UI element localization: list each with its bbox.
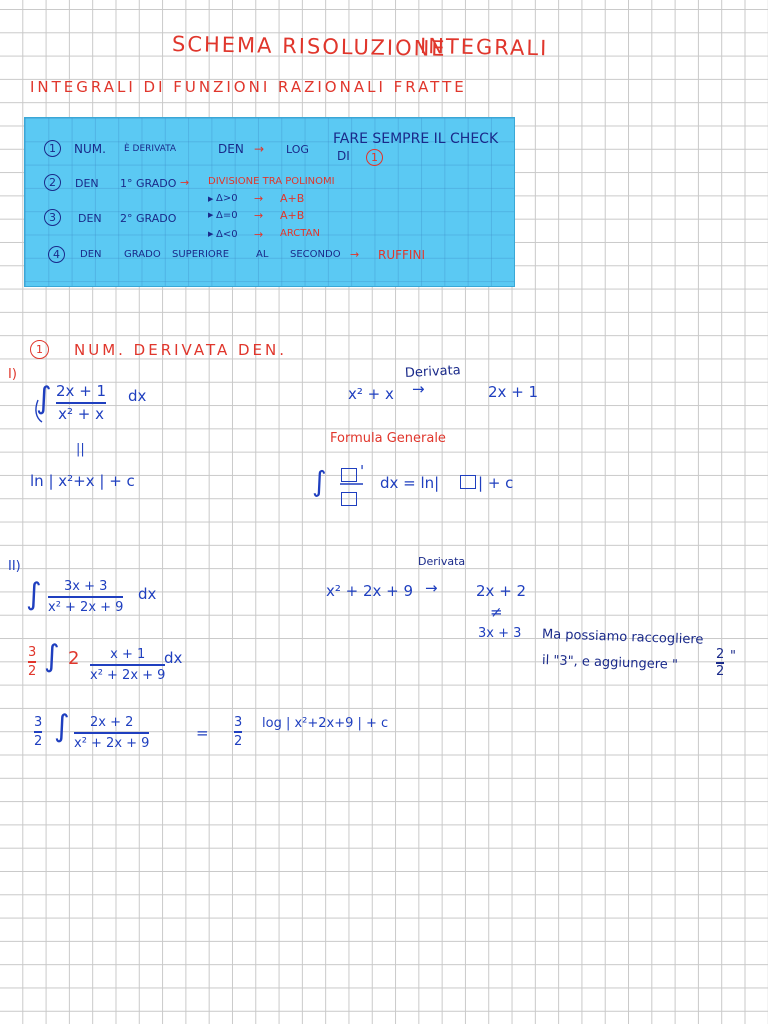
step3-denominator: x² + 2x + 9: [74, 735, 150, 751]
example-2-note-line2: il "3", e aggiungere ": [541, 653, 679, 673]
item-4-superiore: SUPERIORE: [172, 249, 230, 260]
step3-coef-num: 3: [34, 715, 43, 730]
item-2-grado: 1° GRADO: [120, 177, 177, 190]
example-2-note-frac-num: 2: [716, 647, 725, 662]
formula-box-den: [341, 492, 357, 509]
example-2-note-frac: [716, 648, 724, 678]
item-3-grado: 2° GRADO: [120, 212, 177, 225]
branch-2-head: ▶: [208, 211, 214, 219]
formula-label: Formula Generale: [330, 431, 446, 446]
step3-coef: [34, 716, 42, 748]
step2-coef-den: 2: [28, 663, 37, 679]
example-2-deriv-from: x² + 2x + 9: [326, 582, 414, 600]
step1-fraction: [48, 580, 123, 614]
step3-result-coef-num: 3: [234, 715, 243, 730]
example-2-note-close-quote: ": [730, 649, 736, 664]
formula-rhs: dx = ln|: [380, 474, 440, 492]
step2-numerator: x + 1: [110, 647, 146, 662]
formula-box-arg: [460, 475, 476, 492]
item-1-derivata: È DERIVATA: [124, 144, 177, 154]
branch-2-result: A+B: [280, 209, 305, 222]
check-note-circle: 1: [366, 149, 383, 166]
step2-coef: [28, 646, 36, 678]
item-1-arrow: →: [254, 142, 265, 156]
page-subtitle: INTEGRALI DI FUNZIONI RAZIONALI FRATTE: [30, 78, 467, 96]
item-3-number: 3: [44, 209, 61, 226]
branch-2-arrow: →: [254, 209, 264, 222]
step1-numerator: 3x + 3: [64, 579, 108, 594]
step1-denominator: x² + 2x + 9: [48, 599, 124, 615]
check-note-line1: FARE SEMPRE IL CHECK: [333, 131, 499, 147]
branch-2-cond: Δ=0: [216, 210, 238, 221]
step3-fraction: [74, 716, 149, 750]
example-1-deriv-to: 2x + 1: [488, 383, 539, 401]
item-2-division: DIVISIONE TRA POLINOMI: [208, 176, 335, 187]
step3-numerator: 2x + 2: [90, 715, 134, 730]
branch-1-arrow: →: [254, 192, 264, 205]
example-2-orig-num: 3x + 3: [478, 626, 522, 641]
item-4-secondo: SECONDO: [290, 249, 341, 260]
item-4-grado: GRADO: [124, 249, 161, 260]
example-1-deriv-arrow: →: [412, 380, 425, 398]
example-1-denominator: x² + x: [58, 404, 104, 423]
formula-integral-sign: ∫: [312, 465, 327, 498]
step3-result-coef-den: 2: [234, 733, 243, 749]
example-1-numerator: 2x + 1: [56, 382, 107, 400]
example-1-result: ln | x²+x | + c: [30, 472, 135, 490]
item-1-num-label: NUM.: [74, 142, 106, 156]
section-1-title: NUM. DERIVATA DEN.: [74, 341, 287, 359]
step2-integral-sign: ∫: [44, 639, 60, 674]
step3-integral-sign: ∫: [54, 709, 70, 744]
page-title-part2: INTEGRALI: [419, 34, 549, 61]
formula-prime: ': [360, 462, 365, 480]
item-2-number: 2: [44, 174, 61, 191]
example-2-label: II): [8, 559, 21, 574]
step2-dx: dx: [164, 649, 183, 667]
step3-coef-den: 2: [34, 733, 43, 749]
item-1-den: DEN: [218, 142, 244, 156]
step3-equals: =: [196, 724, 209, 742]
example-1-equals: ||: [76, 442, 85, 457]
branch-1-head: ▶: [208, 195, 214, 203]
item-4-arrow: →: [350, 248, 360, 261]
example-2-note-frac-den: 2: [716, 663, 725, 679]
formula-tail: | + c: [478, 474, 514, 492]
example-1-label: I): [8, 367, 17, 382]
example-2-derivata-label: Derivata: [418, 555, 466, 568]
item-4-al: AL: [256, 249, 269, 260]
example-1-fraction: [56, 384, 106, 422]
page-title: SCHEMA RISOLUZIONE: [171, 32, 447, 61]
example-1-integral-sign: ∫: [36, 381, 52, 416]
step2-coef-num: 3: [28, 645, 37, 660]
check-note-line2: DI: [337, 149, 350, 163]
item-4-ruffini: RUFFINI: [378, 248, 425, 262]
branch-3-head: ▶: [208, 230, 214, 238]
item-2-den: DEN: [75, 177, 99, 190]
step1-integral-sign: ∫: [26, 577, 42, 612]
step2-factor: 2: [68, 648, 80, 669]
item-2-arrow: →: [180, 176, 190, 189]
item-1-number: 1: [44, 140, 61, 157]
example-1-derivata-label: Derivata: [404, 363, 462, 381]
example-2-deriv-to: 2x + 2: [476, 582, 527, 600]
step3-result: log | x²+2x+9 | + c: [262, 716, 389, 731]
step3-result-coef: [234, 716, 242, 748]
branch-3-arrow: →: [254, 228, 264, 241]
item-4-number: 4: [48, 246, 65, 263]
example-2-deriv-arrow: →: [425, 579, 438, 597]
step2-denominator: x² + 2x + 9: [90, 667, 166, 683]
section-1-number: 1: [30, 340, 49, 359]
example-2-note-line1: Ma possiamo raccogliere: [541, 627, 704, 648]
formula-box-num: [341, 468, 357, 485]
example-2-neq: ≠: [490, 603, 503, 621]
example-1-deriv-from: x² + x: [348, 385, 394, 403]
branch-1-result: A+B: [280, 192, 305, 205]
step2-fraction: [90, 648, 165, 682]
step1-dx: dx: [138, 585, 157, 603]
item-4-den: DEN: [80, 249, 102, 260]
branch-3-cond: Δ<0: [216, 229, 238, 240]
example-1-dx: dx: [128, 387, 147, 405]
branch-3-result: ARCTAN: [280, 228, 320, 239]
item-1-log: LOG: [286, 143, 309, 156]
item-3-den: DEN: [78, 212, 102, 225]
branch-1-cond: Δ>0: [216, 193, 238, 204]
